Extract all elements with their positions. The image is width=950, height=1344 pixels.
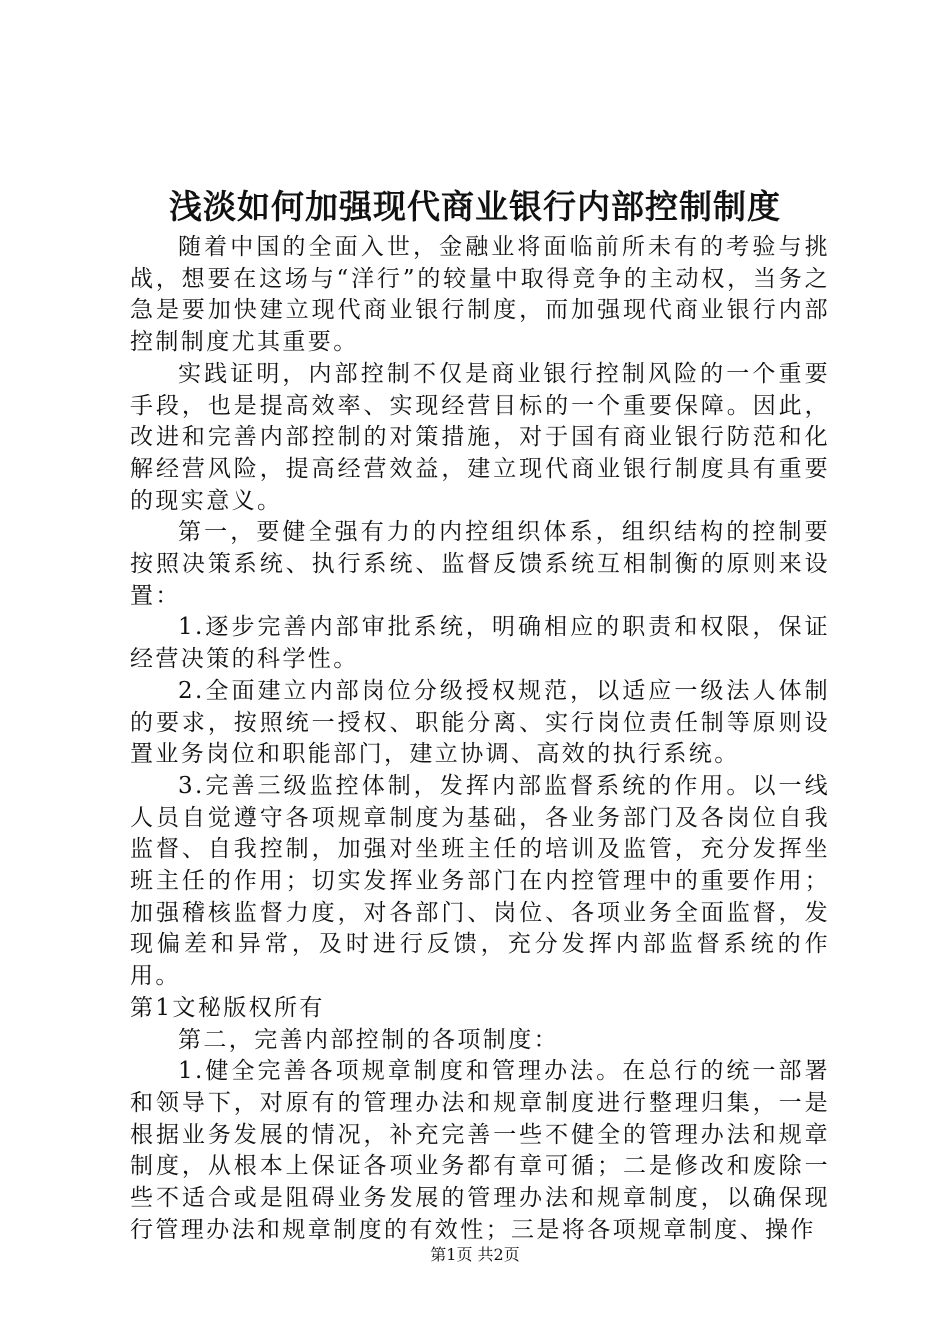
paragraph-second-item-1: 1.健全完善各项规章制度和管理办法。在总行的统一部署和领导下，对原有的管理办法和规章制度进行整理归集，一是根据业务发展的情况，补充完善一些不健全的管理办法和规章制度，从根本上保证各项业务都有章可循；二是修改和废除一些不适合或是阻碍业务发展的管理办法和规章制度，以确保现行管理办法和规章制度的有效性；三是将各项规章制度、操作 (130, 1058, 830, 1243)
document-body (130, 232, 830, 1247)
paragraph-item-1: 1.逐步完善内部审批系统，明确相应的职责和权限，保证经营决策的科学性。 (130, 614, 830, 673)
copyright-note: 第1文秘版权所有 (130, 994, 325, 1021)
paragraph-item-3: 3.完善三级监控体制，发挥内部监督系统的作用。以一线人员自觉遵守各项规章制度为基础，各业务部门及各岗位自我监督、自我控制，加强对坐班主任的培训及监管，充分发挥坐班主任的作用；切实发挥业务部门在内控管理中的重要作用；加强稽核监督力度，对各部门、岗位、各项业务全面监督，发现偏差和异常，及时进行反馈，充分发挥内部监督系统的作用。 (130, 772, 830, 990)
page-footer: 第1页 共2页 (430, 1245, 520, 1264)
paragraph-item-2: 2.全面建立内部岗位分级授权规范，以适应一级法人体制的要求，按照统一授权、职能分离、实行岗位责任制等原则设置业务岗位和职能部门，建立协调、高效的执行系统。 (130, 677, 830, 768)
paragraph-first-point: 第一，要健全强有力的内控组织体系，组织结构的控制要按照决策系统、执行系统、监督反馈系统互相制衡的原则来设置： (130, 519, 830, 609)
paragraph-second-point: 第二，完善内部控制的各项制度： (178, 1026, 559, 1053)
document-title: 浅淡如何加强现代商业银行内部控制制度 (169, 187, 781, 226)
paragraph-practice: 实践证明，内部控制不仅是商业银行控制风险的一个重要手段，也是提高效率、实现经营目标的一个重要保障。因此，改进和完善内部控制的对策措施，对于国有商业银行防范和化解经营风险，提高经营效益，建立现代商业银行制度具有重要的现实意义。 (130, 360, 830, 514)
paragraph-intro: 随着中国的全面入世，金融业将面临前所未有的考验与挑战，想要在这场与“洋行”的较量中取得竞争的主动权，当务之急是要加快建立现代商业银行制度，而加强现代商业银行内部控制制度尤其重要。 (130, 234, 830, 356)
